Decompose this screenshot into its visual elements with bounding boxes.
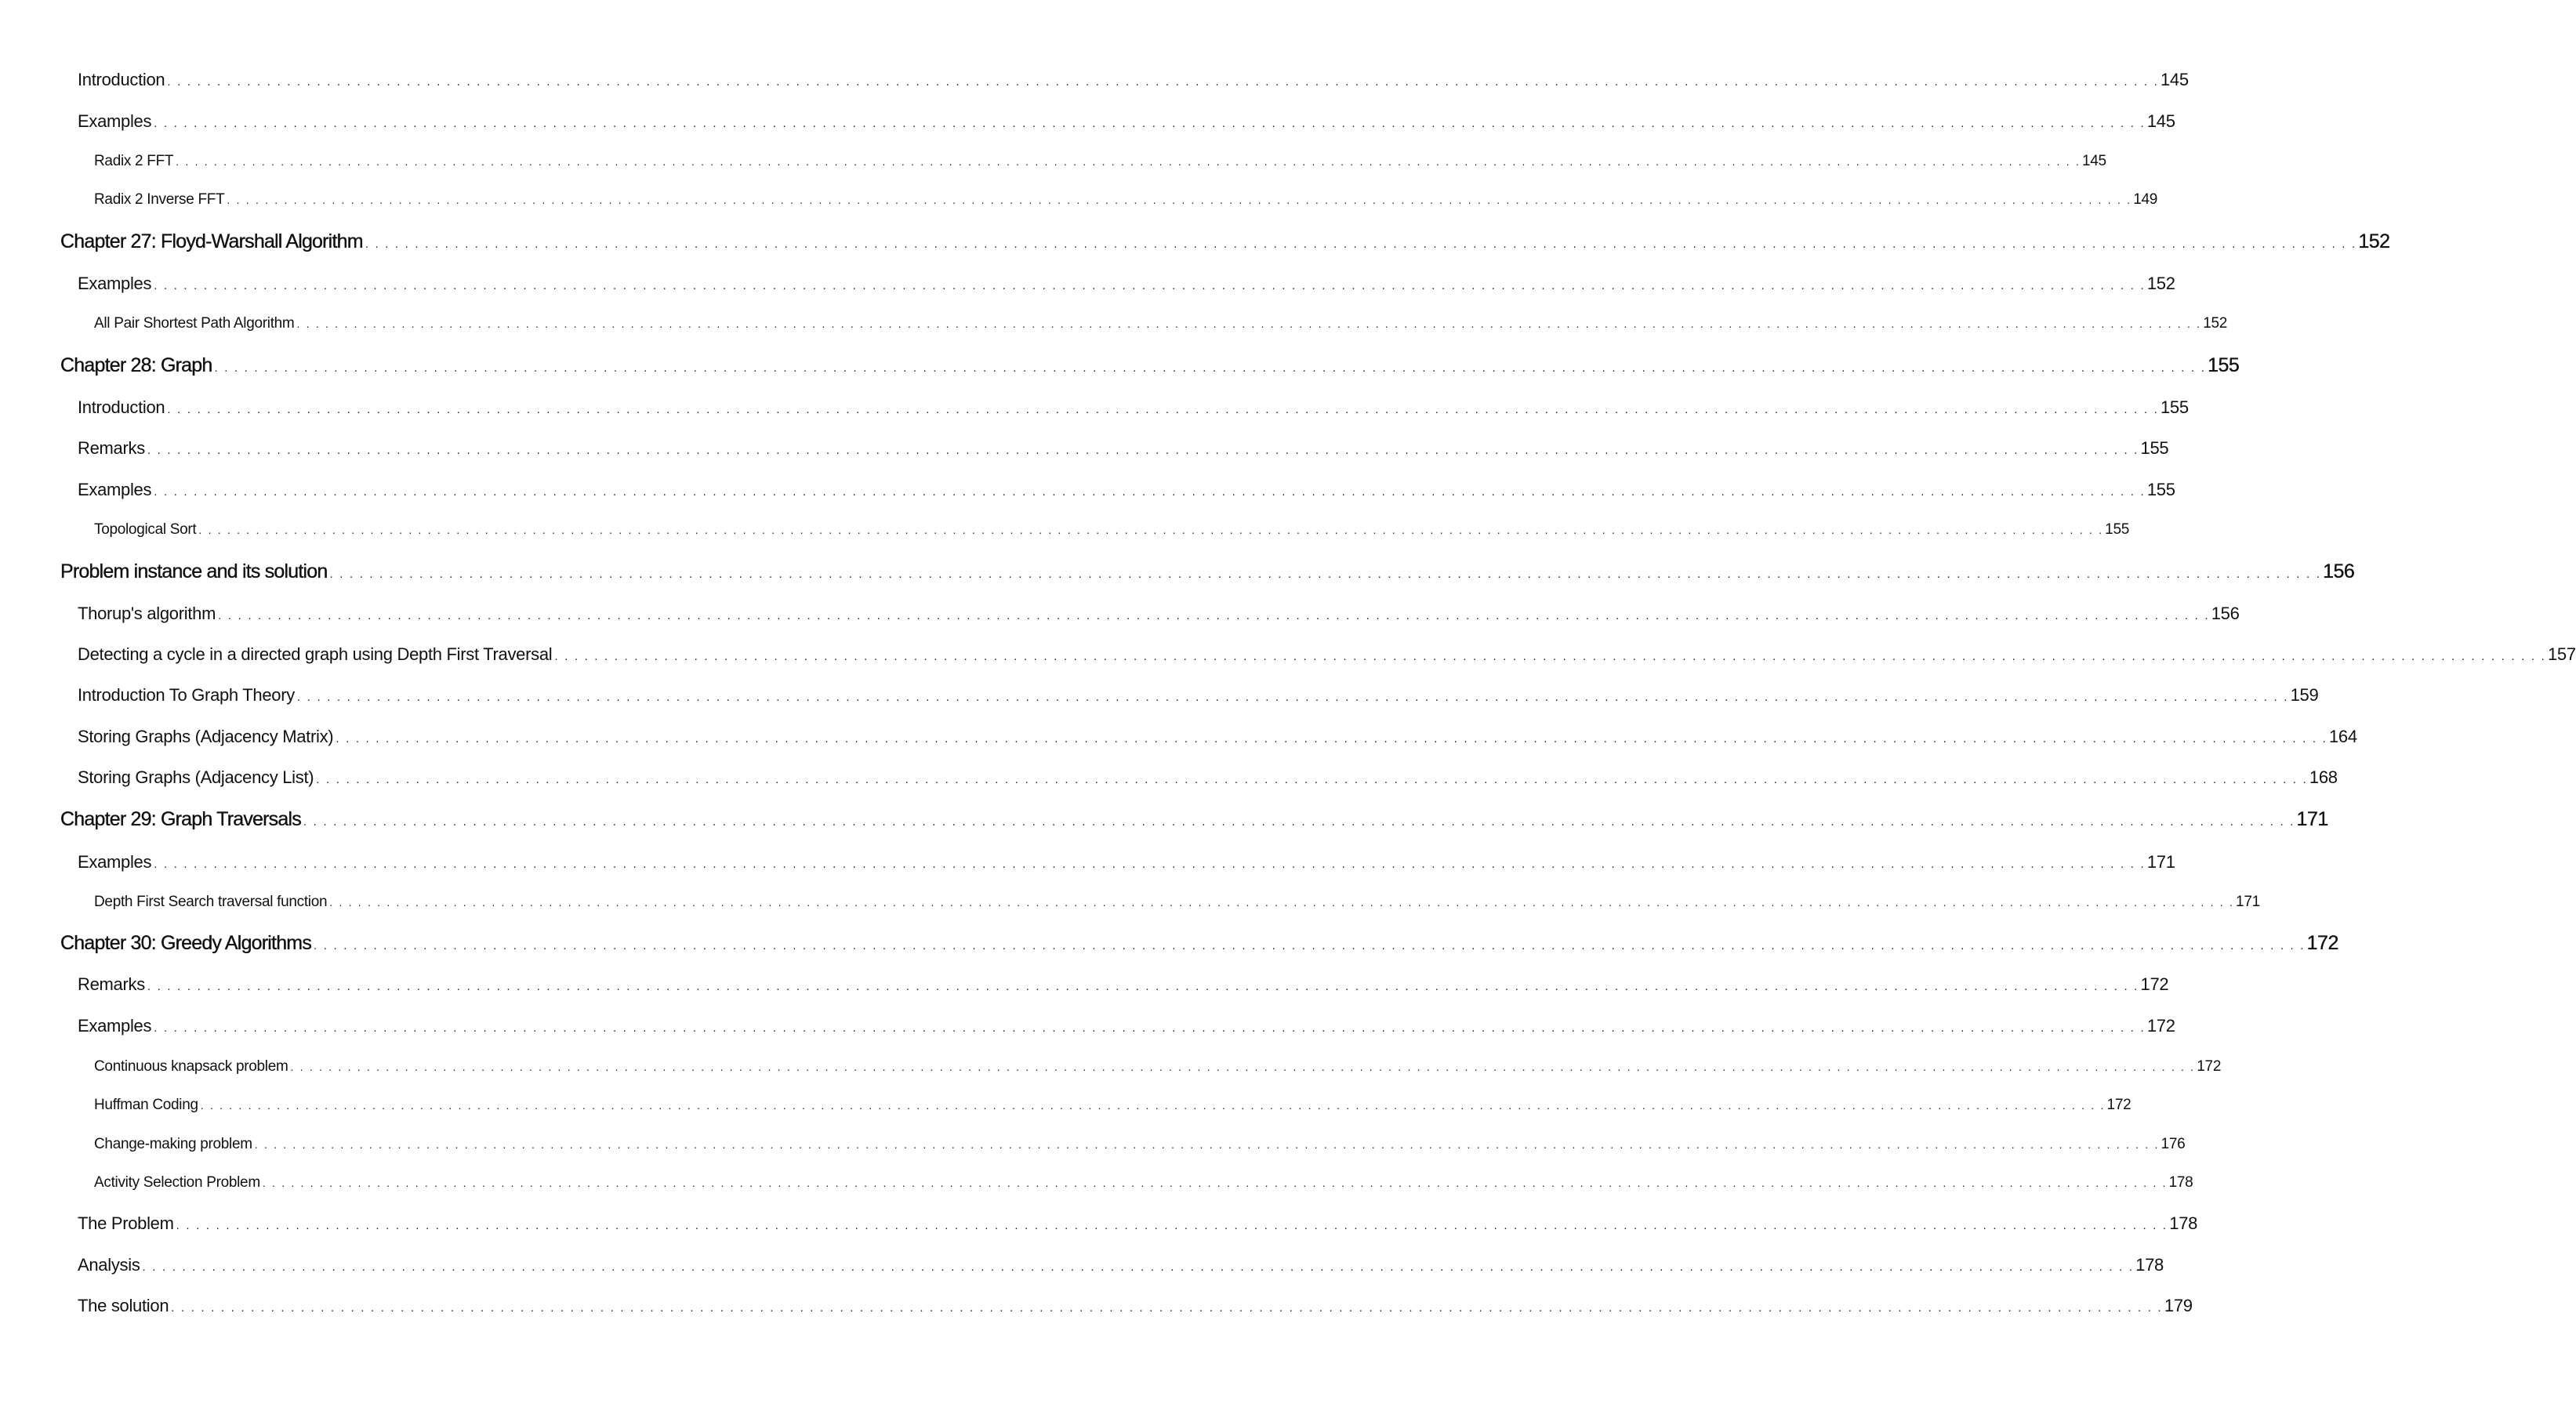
dot-leader: . . . . . . . . . . . . . . . . . . . . . . . . . . . . . . . . . . . . . . . . . . . . . . . . . . . . . . . . . . . . . . . . . . . . . . . . . . . . . . . . . . . . . . . . . . . . . . . . . . . . . . . . . . . . . . . . . . . . . . . . . . . . . . . . . . . . . . . . . . . . . . . . . . . . . . . . . . . . . . . . . . . . . . . . . . . . . . . . . . . . . . . . . . . . . . . . . . . . . . . .	[154, 117, 2146, 130]
toc-entry-page-number: 155	[2140, 438, 2169, 458]
dot-leader: . . . . . . . . . . . . . . . . . . . . . . . . . . . . . . . . . . . . . . . . . . . . . . . . . . . . . . . . . . . . . . . . . . . . . . . . . . . . . . . . . . . . . . . . . . . . . . . . . . . . . . . . . . . . . . . . . . . . . . . . . . . . . . . . . . . . . . . . . . . . . . . . . . . . . . . . . . . . . . . . . . . . . . . . . . . . . . . . . . . . . . . . . . . . . . . . . . . . . . . .	[218, 609, 2210, 622]
dot-leader: . . . . . . . . . . . . . . . . . . . . . . . . . . . . . . . . . . . . . . . . . . . . . . . . . . . . . . . . . . . . . . . . . . . . . . . . . . . . . . . . . . . . . . . . . . . . . . . . . . . . . . . . . . . . . . . . . . . . . . . . . . . . . . . . . . . . . . . . . . . . . . . . . . . . . . . . . . . . . . . . . . . . . . . . . . . . . . . . . . . . . . . . . . . . . . . . . . . . . . . .	[290, 1061, 2196, 1073]
toc-entry-page-number: 172	[2106, 1097, 2132, 1113]
dot-leader: . . . . . . . . . . . . . . . . . . . . . . . . . . . . . . . . . . . . . . . . . . . . . . . . . . . . . . . . . . . . . . . . . . . . . . . . . . . . . . . . . . . . . . . . . . . . . . . . . . . . . . . . . . . . . . . . . . . . . . . . . . . . . . . . . . . . . . . . . . . . . . . . . . . . . . . . . . . . . . . . . . . . . . . . . . . . . . . . . . . . . . . . . . . . . . . . . . . . . . . .	[262, 1177, 2168, 1189]
dot-leader: . . . . . . . . . . . . . . . . . . . . . . . . . . . . . . . . . . . . . . . . . . . . . . . . . . . . . . . . . . . . . . . . . . . . . . . . . . . . . . . . . . . . . . . . . . . . . . . . . . . . . . . . . . . . . . . . . . . . . . . . . . . . . . . . . . . . . . . . . . . . . . . . . . . . . . . . . . . . . . . . . . . . . . . . . . . . . . . . . . . . . . . . . . . . . . . . . . . . . . . .	[142, 1260, 2135, 1274]
toc-entry-page-number: 152	[2358, 230, 2390, 252]
dot-leader: . . . . . . . . . . . . . . . . . . . . . . . . . . . . . . . . . . . . . . . . . . . . . . . . . . . . . . . . . . . . . . . . . . . . . . . . . . . . . . . . . . . . . . . . . . . . . . . . . . . . . . . . . . . . . . . . . . . . . . . . . . . . . . . . . . . . . . . . . . . . . . . . . . . . . . . . . . . . . . . . . . . . . . . . . . . . . . . . . . . . . . . . . . . . . . . . . . . . . . . .	[154, 279, 2146, 292]
toc-section-entry[interactable]	[78, 602, 2240, 626]
toc-subsection-entry[interactable]	[94, 1057, 2222, 1077]
toc-entry-page-number: 155	[2105, 521, 2129, 538]
toc-entry-page-number: 155	[2161, 397, 2189, 417]
toc-section-entry[interactable]	[78, 272, 2175, 296]
toc-section-entry[interactable]	[78, 110, 2175, 133]
dot-leader: . . . . . . . . . . . . . . . . . . . . . . . . . . . . . . . . . . . . . . . . . . . . . . . . . . . . . . . . . . . . . . . . . . . . . . . . . . . . . . . . . . . . . . . . . . . . . . . . . . . . . . . . . . . . . . . . . . . . . . . . . . . . . . . . . . . . . . . . . . . . . . . . . . . . . . . . . . . . . . . . . . . . . . . . . . . . . . . . . . . . . . . . . . . . . . . . . . . . . . . .	[198, 524, 2104, 536]
toc-entry-title: Remarks	[78, 974, 145, 994]
toc-entry-title: Topological Sort	[94, 521, 197, 538]
toc-entry-page-number: 178	[2168, 1174, 2193, 1191]
toc-entry-title: Activity Selection Problem	[94, 1174, 260, 1191]
dot-leader: . . . . . . . . . . . . . . . . . . . . . . . . . . . . . . . . . . . . . . . . . . . . . . . . . . . . . . . . . . . . . . . . . . . . . . . . . . . . . . . . . . . . . . . . . . . . . . . . . . . . . . . . . . . . . . . . . . . . . . . . . . . . . . . . . . . . . . . . . . . . . . . . . . . . . . . . . . . . . . . . . . . . . . . . . . . . . . . . . . . . . . . . . . . . . . . . . . . . . . . .	[154, 1021, 2146, 1035]
toc-entry-page-number: 172	[2197, 1058, 2222, 1075]
toc-entry-title: Examples	[78, 480, 152, 499]
toc-entry-title: Analysis	[78, 1255, 140, 1275]
toc-entry-page-number: 157	[2547, 644, 2576, 664]
toc-entry-title: All Pair Shortest Path Algorithm	[94, 315, 295, 332]
toc-entry-title: Chapter 27: Floyd-Warshall Algorithm	[60, 230, 363, 252]
toc-entry-title: Radix 2 Inverse FFT	[94, 191, 225, 208]
toc-entry-page-number: 171	[2296, 808, 2328, 830]
toc-subsection-entry[interactable]	[94, 520, 2129, 540]
dot-leader: . . . . . . . . . . . . . . . . . . . . . . . . . . . . . . . . . . . . . . . . . . . . . . . . . . . . . . . . . . . . . . . . . . . . . . . . . . . . . . . . . . . . . . . . . . . . . . . . . . . . . . . . . . . . . . . . . . . . . . . . . . . . . . . . . . . . . . . . . . . . . . . . . . . . . . . . . . . . . . . . . . . . . . . . . . . . . . . . . . . . . . . . . . . . . . . . . . . . . . . .	[329, 568, 2322, 581]
toc-entry-page-number: 156	[2211, 604, 2240, 623]
dot-leader: . . . . . . . . . . . . . . . . . . . . . . . . . . . . . . . . . . . . . . . . . . . . . . . . . . . . . . . . . . . . . . . . . . . . . . . . . . . . . . . . . . . . . . . . . . . . . . . . . . . . . . . . . . . . . . . . . . . . . . . . . . . . . . . . . . . . . . . . . . . . . . . . . . . . . . . . . . . . . . . . . . . . . . . . . . . . . . . . . . . . . . . . . . . . . . . . . . . . . . . .	[365, 238, 2357, 251]
dot-leader: . . . . . . . . . . . . . . . . . . . . . . . . . . . . . . . . . . . . . . . . . . . . . . . . . . . . . . . . . . . . . . . . . . . . . . . . . . . . . . . . . . . . . . . . . . . . . . . . . . . . . . . . . . . . . . . . . . . . . . . . . . . . . . . . . . . . . . . . . . . . . . . . . . . . . . . . . . . . . . . . . . . . . . . . . . . . . . . . . . . . . . . . . . . . . . . . . . . . . . . .	[336, 732, 2327, 745]
dot-leader: . . . . . . . . . . . . . . . . . . . . . . . . . . . . . . . . . . . . . . . . . . . . . . . . . . . . . . . . . . . . . . . . . . . . . . . . . . . . . . . . . . . . . . . . . . . . . . . . . . . . . . . . . . . . . . . . . . . . . . . . . . . . . . . . . . . . . . . . . . . . . . . . . . . . . . . . . . . . . . . . . . . . . . . . . . . . . . . . . . . . . . . . . . . . . . . . . . . . . . . .	[167, 403, 2159, 416]
dot-leader: . . . . . . . . . . . . . . . . . . . . . . . . . . . . . . . . . . . . . . . . . . . . . . . . . . . . . . . . . . . . . . . . . . . . . . . . . . . . . . . . . . . . . . . . . . . . . . . . . . . . . . . . . . . . . . . . . . . . . . . . . . . . . . . . . . . . . . . . . . . . . . . . . . . . . . . . . . . . . . . . . . . . . . . . . . . . . . . . . . . . . . . . . . . . . . . . . . . . . . . .	[147, 444, 2139, 457]
toc-entry-title: Examples	[78, 1016, 152, 1036]
toc-entry-page-number: 155	[2208, 354, 2240, 376]
toc-entry-page-number: 152	[2146, 274, 2175, 293]
toc-entry-title: Remarks	[78, 438, 145, 458]
toc-subsection-entry[interactable]	[94, 892, 2260, 912]
toc-entry-title: Introduction	[78, 397, 165, 417]
dot-leader: . . . . . . . . . . . . . . . . . . . . . . . . . . . . . . . . . . . . . . . . . . . . . . . . . . . . . . . . . . . . . . . . . . . . . . . . . . . . . . . . . . . . . . . . . . . . . . . . . . . . . . . . . . . . . . . . . . . . . . . . . . . . . . . . . . . . . . . . . . . . . . . . . . . . . . . . . . . . . . . . . . . . . . . . . . . . . . . . . . . . . . . . . . . . . . . . . . . . . . . .	[167, 75, 2159, 89]
toc-entry-title: Storing Graphs (Adjacency List)	[78, 767, 314, 787]
toc-entry-page-number: 152	[2203, 315, 2228, 332]
dot-leader: . . . . . . . . . . . . . . . . . . . . . . . . . . . . . . . . . . . . . . . . . . . . . . . . . . . . . . . . . . . . . . . . . . . . . . . . . . . . . . . . . . . . . . . . . . . . . . . . . . . . . . . . . . . . . . . . . . . . . . . . . . . . . . . . . . . . . . . . . . . . . . . . . . . . . . . . . . . . . . . . . . . . . . . . . . . . . . . . . . . . . . . . . . . . . . . . . . . . . . . .	[154, 858, 2146, 871]
toc-entry-title: Detecting a cycle in a directed graph using Depth First Traversal	[78, 644, 553, 664]
dot-leader: . . . . . . . . . . . . . . . . . . . . . . . . . . . . . . . . . . . . . . . . . . . . . . . . . . . . . . . . . . . . . . . . . . . . . . . . . . . . . . . . . . . . . . . . . . . . . . . . . . . . . . . . . . . . . . . . . . . . . . . . . . . . . . . . . . . . . . . . . . . . . . . . . . . . . . . . . . . . . . . . . . . . . . . . . . . . . . . . . . . . . . . . . . . . . . . . . . . . . . . .	[554, 650, 2546, 663]
toc-entry-page-number: 159	[2290, 685, 2319, 705]
toc-section-entry[interactable]	[78, 68, 2189, 92]
toc-subsection-entry[interactable]	[94, 1095, 2132, 1115]
toc-section-entry[interactable]	[78, 643, 2576, 666]
dot-leader: . . . . . . . . . . . . . . . . . . . . . . . . . . . . . . . . . . . . . . . . . . . . . . . . . . . . . . . . . . . . . . . . . . . . . . . . . . . . . . . . . . . . . . . . . . . . . . . . . . . . . . . . . . . . . . . . . . . . . . . . . . . . . . . . . . . . . . . . . . . . . . . . . . . . . . . . . . . . . . . . . . . . . . . . . . . . . . . . . . . . . . . . . . . . . . . . . . . . . . . .	[316, 773, 2308, 786]
dot-leader: . . . . . . . . . . . . . . . . . . . . . . . . . . . . . . . . . . . . . . . . . . . . . . . . . . . . . . . . . . . . . . . . . . . . . . . . . . . . . . . . . . . . . . . . . . . . . . . . . . . . . . . . . . . . . . . . . . . . . . . . . . . . . . . . . . . . . . . . . . . . . . . . . . . . . . . . . . . . . . . . . . . . . . . . . . . . . . . . . . . . . . . . . . . . . . . . . . . . . . . .	[296, 317, 2202, 330]
dot-leader: . . . . . . . . . . . . . . . . . . . . . . . . . . . . . . . . . . . . . . . . . . . . . . . . . . . . . . . . . . . . . . . . . . . . . . . . . . . . . . . . . . . . . . . . . . . . . . . . . . . . . . . . . . . . . . . . . . . . . . . . . . . . . . . . . . . . . . . . . . . . . . . . . . . . . . . . . . . . . . . . . . . . . . . . . . . . . . . . . . . . . . . . . . . . . . . . . . . . . . . .	[296, 691, 2289, 704]
toc-entry-page-number: 171	[2146, 852, 2175, 872]
toc-subsection-entry[interactable]	[94, 151, 2106, 172]
toc-entry-title: Thorup's algorithm	[78, 604, 216, 623]
toc-section-entry[interactable]	[78, 1014, 2175, 1038]
toc-entry-title: Examples	[78, 274, 152, 293]
toc-entry-title: Introduction To Graph Theory	[78, 685, 295, 705]
toc-chapter-entry[interactable]	[60, 229, 2390, 254]
dot-leader: . . . . . . . . . . . . . . . . . . . . . . . . . . . . . . . . . . . . . . . . . . . . . . . . . . . . . . . . . . . . . . . . . . . . . . . . . . . . . . . . . . . . . . . . . . . . . . . . . . . . . . . . . . . . . . . . . . . . . . . . . . . . . . . . . . . . . . . . . . . . . . . . . . . . . . . . . . . . . . . . . . . . . . . . . . . . . . . . . . . . . . . . . . . . . . . . . . . . . . . .	[200, 1099, 2106, 1112]
toc-subsection-entry[interactable]	[94, 1173, 2193, 1193]
dot-leader: . . . . . . . . . . . . . . . . . . . . . . . . . . . . . . . . . . . . . . . . . . . . . . . . . . . . . . . . . . . . . . . . . . . . . . . . . . . . . . . . . . . . . . . . . . . . . . . . . . . . . . . . . . . . . . . . . . . . . . . . . . . . . . . . . . . . . . . . . . . . . . . . . . . . . . . . . . . . . . . . . . . . . . . . . . . . . . . . . . . . . . . . . . . . . . . . . . . . . . . .	[303, 815, 2295, 829]
toc-entry-page-number: 168	[2309, 767, 2338, 787]
toc-section-entry[interactable]	[78, 1253, 2164, 1277]
toc-subsection-entry[interactable]	[94, 1134, 2186, 1155]
toc-section-entry[interactable]	[78, 478, 2175, 502]
toc-entry-title: The solution	[78, 1296, 169, 1315]
dot-leader: . . . . . . . . . . . . . . . . . . . . . . . . . . . . . . . . . . . . . . . . . . . . . . . . . . . . . . . . . . . . . . . . . . . . . . . . . . . . . . . . . . . . . . . . . . . . . . . . . . . . . . . . . . . . . . . . . . . . . . . . . . . . . . . . . . . . . . . . . . . . . . . . . . . . . . . . . . . . . . . . . . . . . . . . . . . . . . . . . . . . . . . . . . . . . . . . . . . . . . . .	[254, 1138, 2160, 1151]
dot-leader: . . . . . . . . . . . . . . . . . . . . . . . . . . . . . . . . . . . . . . . . . . . . . . . . . . . . . . . . . . . . . . . . . . . . . . . . . . . . . . . . . . . . . . . . . . . . . . . . . . . . . . . . . . . . . . . . . . . . . . . . . . . . . . . . . . . . . . . . . . . . . . . . . . . . . . . . . . . . . . . . . . . . . . . . . . . . . . . . . . . . . . . . . . . . . . . . . . . . . . . .	[154, 485, 2146, 499]
toc-section-entry[interactable]	[78, 973, 2169, 996]
toc-entry-page-number: 172	[2306, 932, 2338, 954]
toc-entry-title: Change-making problem	[94, 1136, 252, 1152]
toc-entry-title: Problem instance and its solution	[60, 560, 328, 582]
dot-leader: . . . . . . . . . . . . . . . . . . . . . . . . . . . . . . . . . . . . . . . . . . . . . . . . . . . . . . . . . . . . . . . . . . . . . . . . . . . . . . . . . . . . . . . . . . . . . . . . . . . . . . . . . . . . . . . . . . . . . . . . . . . . . . . . . . . . . . . . . . . . . . . . . . . . . . . . . . . . . . . . . . . . . . . . . . . . . . . . . . . . . . . . . . . . . . . . . . . . . . . .	[214, 361, 2207, 375]
toc-entry-title: Chapter 29: Graph Traversals	[60, 808, 301, 830]
toc-entry-page-number: 178	[2169, 1213, 2198, 1233]
toc-entry-page-number: 172	[2146, 1016, 2175, 1036]
toc-entry-page-number: 164	[2328, 727, 2357, 746]
toc-section-entry[interactable]	[78, 766, 2338, 789]
toc-section-entry[interactable]	[78, 725, 2357, 749]
toc-section-entry[interactable]	[78, 851, 2175, 874]
toc-chapter-entry[interactable]	[60, 930, 2338, 956]
toc-entry-page-number: 155	[2146, 480, 2175, 499]
toc-chapter-entry[interactable]	[60, 353, 2240, 378]
toc-entry-title: Radix 2 FFT	[94, 153, 174, 169]
toc-chapter-entry[interactable]	[60, 559, 2355, 584]
dot-leader: . . . . . . . . . . . . . . . . . . . . . . . . . . . . . . . . . . . . . . . . . . . . . . . . . . . . . . . . . . . . . . . . . . . . . . . . . . . . . . . . . . . . . . . . . . . . . . . . . . . . . . . . . . . . . . . . . . . . . . . . . . . . . . . . . . . . . . . . . . . . . . . . . . . . . . . . . . . . . . . . . . . . . . . . . . . . . . . . . . . . . . . . . . . . . . . . . . . . . . . .	[314, 939, 2306, 952]
toc-section-entry[interactable]	[78, 437, 2169, 460]
toc-entry-title: Introduction	[78, 70, 165, 89]
toc-entry-page-number: 149	[2133, 191, 2157, 208]
toc-entry-page-number: 176	[2161, 1136, 2186, 1152]
toc-subsection-entry[interactable]	[94, 190, 2157, 210]
toc-entry-title: Continuous knapsack problem	[94, 1058, 288, 1075]
toc-entry-page-number: 172	[2140, 974, 2169, 994]
toc-entry-page-number: 179	[2164, 1296, 2193, 1315]
toc-entry-page-number: 145	[2146, 111, 2175, 131]
toc-entry-title: Storing Graphs (Adjacency Matrix)	[78, 727, 334, 746]
toc-entry-title: Chapter 30: Greedy Algorithms	[60, 932, 312, 954]
toc-entry-title: Chapter 28: Graph	[60, 354, 212, 376]
dot-leader: . . . . . . . . . . . . . . . . . . . . . . . . . . . . . . . . . . . . . . . . . . . . . . . . . . . . . . . . . . . . . . . . . . . . . . . . . . . . . . . . . . . . . . . . . . . . . . . . . . . . . . . . . . . . . . . . . . . . . . . . . . . . . . . . . . . . . . . . . . . . . . . . . . . . . . . . . . . . . . . . . . . . . . . . . . . . . . . . . . . . . . . . . . . . . . . . . . . . . . . .	[329, 896, 2235, 909]
toc-entry-page-number: 171	[2236, 894, 2260, 910]
toc-section-entry[interactable]	[78, 1294, 2193, 1318]
toc-entry-page-number: 145	[2161, 70, 2189, 89]
toc-subsection-entry[interactable]	[94, 314, 2228, 334]
toc-section-entry[interactable]	[78, 684, 2319, 707]
toc-entry-page-number: 156	[2323, 560, 2355, 582]
toc-section-entry[interactable]	[78, 1212, 2198, 1235]
dot-leader: . . . . . . . . . . . . . . . . . . . . . . . . . . . . . . . . . . . . . . . . . . . . . . . . . . . . . . . . . . . . . . . . . . . . . . . . . . . . . . . . . . . . . . . . . . . . . . . . . . . . . . . . . . . . . . . . . . . . . . . . . . . . . . . . . . . . . . . . . . . . . . . . . . . . . . . . . . . . . . . . . . . . . . . . . . . . . . . . . . . . . . . . . . . . . . . . . . . . . . . .	[147, 980, 2139, 993]
toc-entry-page-number: 178	[2135, 1255, 2164, 1275]
dot-leader: . . . . . . . . . . . . . . . . . . . . . . . . . . . . . . . . . . . . . . . . . . . . . . . . . . . . . . . . . . . . . . . . . . . . . . . . . . . . . . . . . . . . . . . . . . . . . . . . . . . . . . . . . . . . . . . . . . . . . . . . . . . . . . . . . . . . . . . . . . . . . . . . . . . . . . . . . . . . . . . . . . . . . . . . . . . . . . . . . . . . . . . . . . . . . . . . . . . . . . . .	[227, 194, 2132, 206]
dot-leader: . . . . . . . . . . . . . . . . . . . . . . . . . . . . . . . . . . . . . . . . . . . . . . . . . . . . . . . . . . . . . . . . . . . . . . . . . . . . . . . . . . . . . . . . . . . . . . . . . . . . . . . . . . . . . . . . . . . . . . . . . . . . . . . . . . . . . . . . . . . . . . . . . . . . . . . . . . . . . . . . . . . . . . . . . . . . . . . . . . . . . . . . . . . . . . . . . . . . . . . .	[176, 155, 2081, 168]
toc-entry-title: Huffman Coding	[94, 1097, 198, 1113]
toc-chapter-entry[interactable]	[60, 807, 2328, 832]
toc-entry-title: Examples	[78, 111, 152, 131]
toc-entry-title: Depth First Search traversal function	[94, 894, 328, 910]
toc-entry-title: The Problem	[78, 1213, 174, 1233]
toc-section-entry[interactable]	[78, 396, 2189, 419]
dot-leader: . . . . . . . . . . . . . . . . . . . . . . . . . . . . . . . . . . . . . . . . . . . . . . . . . . . . . . . . . . . . . . . . . . . . . . . . . . . . . . . . . . . . . . . . . . . . . . . . . . . . . . . . . . . . . . . . . . . . . . . . . . . . . . . . . . . . . . . . . . . . . . . . . . . . . . . . . . . . . . . . . . . . . . . . . . . . . . . . . . . . . . . . . . . . . . . . . . . . . . . .	[176, 1219, 2168, 1232]
dot-leader: . . . . . . . . . . . . . . . . . . . . . . . . . . . . . . . . . . . . . . . . . . . . . . . . . . . . . . . . . . . . . . . . . . . . . . . . . . . . . . . . . . . . . . . . . . . . . . . . . . . . . . . . . . . . . . . . . . . . . . . . . . . . . . . . . . . . . . . . . . . . . . . . . . . . . . . . . . . . . . . . . . . . . . . . . . . . . . . . . . . . . . . . . . . . . . . . . . . . . . . .	[171, 1301, 2163, 1315]
toc-entry-title: Examples	[78, 852, 152, 872]
toc-entry-page-number: 145	[2082, 153, 2106, 169]
